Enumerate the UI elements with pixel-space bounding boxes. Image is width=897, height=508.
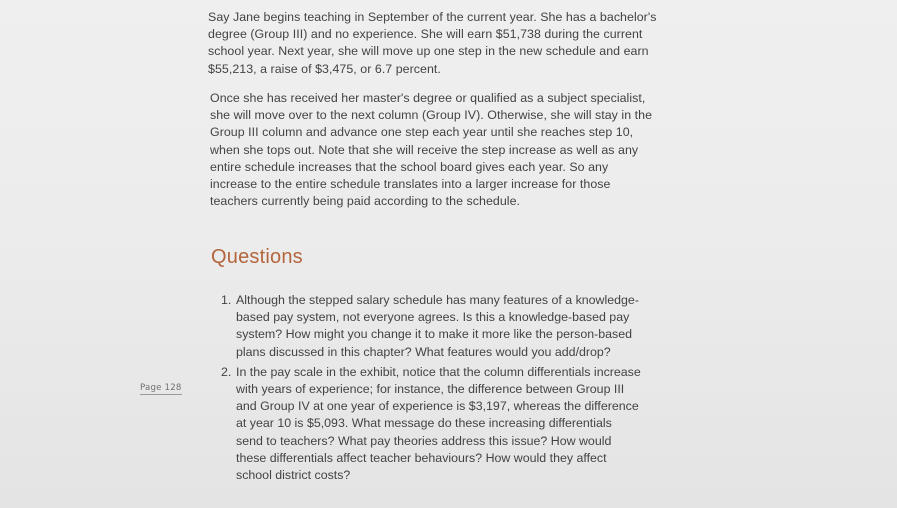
questions-heading: Questions [211, 246, 303, 268]
question-item-1 [221, 292, 641, 361]
question-item-2 [221, 364, 641, 484]
case-paragraph-column-advancement: Once she has received her master's degree or qualified as a subject specialist, she will move over to the next column (Group IV). Otherwise, she will stay in the Group III column and advance one step each year until she reaches step 10, when she tops out. Note that she will receive the step increase as well as any entire schedule increases that the school board gives each year. So any increase to the entire schedule translates into a larger increase for those teachers currently being paid according to the schedule. [210, 91, 653, 209]
case-paragraph-salary-example: Say Jane begins teaching in September of the current year. She has a bachelor's degree (Group III) and no experience. She will earn $51,738 during the current school year. Next year, she will move up one step in the new schedule and earn $55,213, a raise of $3,475, or 6.7 percent. [208, 10, 657, 76]
question-text: Although the stepped salary schedule has many features of a knowledge-based pay system, not everyone agrees. Is this a knowledge-based pay system? How might you change it to make it more like the person-based plans discussed in this chapter? What features would you add/drop? [236, 293, 639, 359]
questions-list [221, 292, 641, 484]
question-text: In the pay scale in the exhibit, notice that the column differentials increase with years of experience; for instance, the difference between Group III and Group IV at one year of experience is $3,197, whereas the difference at year 10 is $5,093. What message do these increasing differentials send to teachers? What pay theories address this issue? How would these differentials affect teacher behaviours? How would they affect school district costs? [236, 364, 641, 483]
question-number: 1. [221, 293, 232, 307]
question-number: 2. [221, 364, 232, 379]
page-number-link[interactable]: Page 128 [140, 383, 182, 393]
